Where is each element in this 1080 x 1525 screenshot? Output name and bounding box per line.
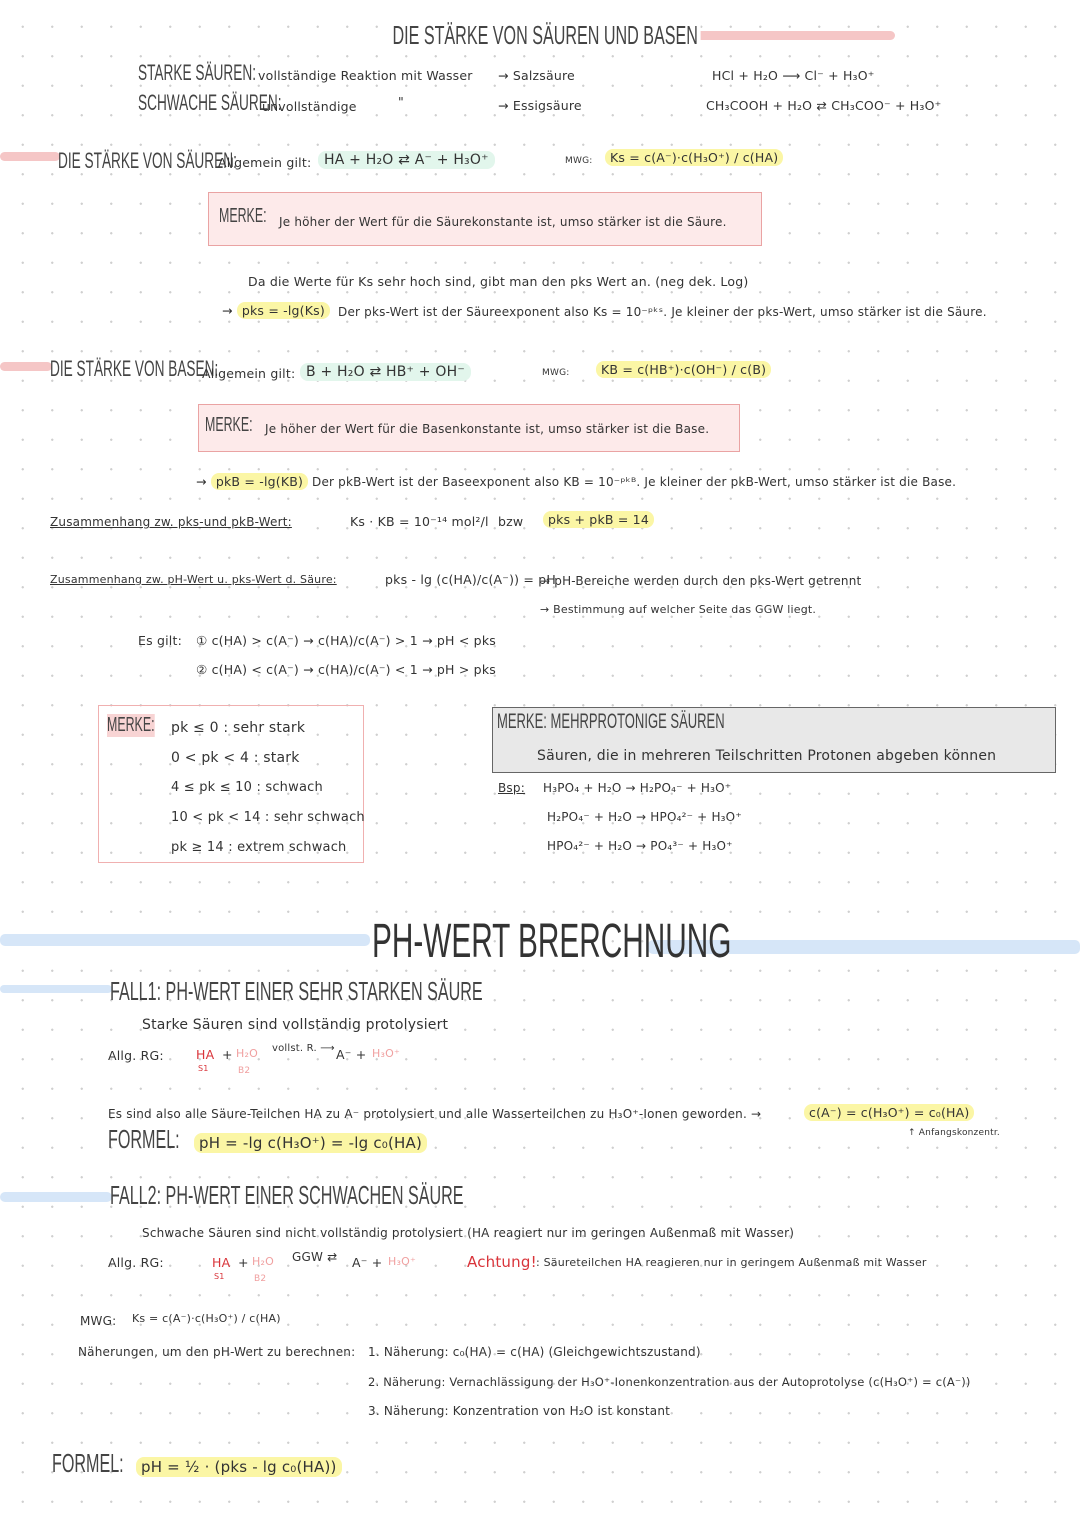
fall1-annotation: ↑ Anfangskonzentr.	[908, 1128, 1000, 1138]
acids-mwg-label: MWG:	[565, 156, 593, 166]
approx-item: 3. Näherung: Konzentration von H₂O ist konstant	[368, 1404, 671, 1418]
merke-label: MERKE:	[107, 714, 155, 736]
pk-merke-box	[98, 705, 364, 863]
acids-general: Allgemein gilt:	[218, 155, 312, 170]
ks-formula: Ks = c(A⁻)·c(H₃O⁺) / c(HA)	[605, 149, 783, 166]
relation-label: Zusammenhang zw. pks-und pkB-Wert:	[50, 515, 292, 529]
page-title: DIE STÄRKE VON SÄUREN UND BASEN	[390, 20, 700, 51]
ph-title-bar-left	[0, 934, 370, 946]
ph-relation-note-1: → pH-Bereiche werden durch den pks-Wert getrennt	[540, 574, 862, 588]
pks-text: Der pks-Wert ist der Säureexponent also Ks = 10⁻ᵖᵏˢ. Je kleiner der pks-Wert, umso stärker ist die Säure.	[338, 305, 987, 319]
b2-label: B2	[238, 1066, 251, 1076]
fall2-arrow: GGW ⇄	[292, 1250, 338, 1264]
merke-label: MERKE:	[205, 414, 253, 436]
pks-note: Da die Werte für Ks sehr hoch sind, gibt man den pks Wert an. (neg dek. Log)	[248, 274, 749, 289]
strong-acids-label: STARKE SÄUREN:	[138, 60, 256, 85]
fall2-mwg-label: MWG:	[80, 1314, 117, 1328]
fall1-h2o: H₂O	[236, 1047, 258, 1060]
b2-label: B2	[254, 1274, 267, 1284]
polyprotic-equation: H₃PO₄ + H₂O → H₂PO₄⁻ + H₃O⁺	[543, 781, 732, 795]
weak-acids-label: SCHWACHE SÄUREN:	[138, 90, 282, 115]
fall1-ha: HA	[196, 1047, 215, 1062]
fall2-ks: Ks = c(A⁻)·c(H₃O⁺) / c(HA)	[132, 1312, 281, 1325]
approx-label: Näherungen, um den pH-Wert zu berechnen:	[78, 1345, 356, 1359]
polyprotic-box	[492, 707, 1056, 773]
bases-heading: DIE STÄRKE VON BASEN:	[50, 356, 219, 381]
relation-bzw: bzw	[498, 514, 524, 529]
weak-acids-example: → Essigsäure	[498, 98, 582, 113]
fall1-explain: Es sind also alle Säure-Teilchen HA zu A⁻ protolysiert und alle Wasserteilchen zu H₃O⁺-Ionen geworden. →	[108, 1107, 762, 1121]
fall1-text: Starke Säuren sind vollständig protolysiert	[142, 1017, 449, 1033]
case-1: ① c(HA) > c(A⁻) → c(HA)/c(A⁻) > 1 → pH < pks	[196, 633, 496, 648]
merke-text: Je höher der Wert für die Säurekonstante ist, umso stärker ist die Säure.	[279, 215, 727, 229]
achtung-text: : Säureteilchen HA reagieren nur in geringem Außenmaß mit Wasser	[536, 1256, 927, 1269]
strong-acids-example: → Salzsäure	[498, 68, 575, 83]
fall2-rg-label: Allg. RG:	[108, 1255, 164, 1270]
fall2-a: A⁻ +	[352, 1255, 383, 1270]
pk-range: 4 ≤ pk ≤ 10 : schwach	[171, 780, 323, 795]
notes-page: DIE STÄRKE VON SÄUREN UND BASEN STARKE SÄUREN: vollständige Reaktion mit Wasser → Salzsäure HCl + H₂O ⟶ Cl⁻ + H₃O⁺ SCHWACHE SÄUREN: unvollständige " → Essigsäure CH₃COOH + H₂O ⇄ CH₃COO⁻ + H₃O⁺ DIE STÄRKE VON SÄUREN: Allgemein gilt: HA + H₂O ⇄ A⁻ + H₃O⁺ MWG: Ks = c(A⁻)·c(H₃O⁺) / c(HA) MERKE: Je höher der Wert für die Säurekonstante ist, umso stärker ist die Säure. Da die Werte für Ks sehr hoch sind, gibt man den pks Wert an. (neg dek. Log) → pks = -lg(Ks) Der pks-Wert ist der Säureexponent also Ks = 10⁻ᵖᵏˢ. Je kleiner der pks-Wert, umso stärker ist die Säure. DIE STÄRKE VON BASEN: Allgemein gilt: B + H₂O ⇄ HB⁺ + OH⁻ MWG: KB = c(HB⁺)·c(OH⁻) / c(B) MERKE: Je höher der Wert für die Basenkonstante ist, umso stärker ist die Base. → pkB = -lg(KB) Der pkB-Wert ist der Baseexponent also KB = 10⁻ᵖᵏᴮ. Je kleiner der pkB-Wert, umso stärker ist die Base. Zusammenhang zw. pks-und pkB-Wert: Ks · KB = 10⁻¹⁴ mol²/l bzw pks + pkB = 14 Zusammenhang zw. pH-Wert u. pks-Wert d. Säure: pks - lg (c(HA)/c(A⁻)) = pH → pH-Bereiche werden durch den pks-Wert getrennt → Bestimmung auf welcher Seite das GGW liegt. Es gilt: ① c(HA) > c(A⁻) → c(HA)/c(A⁻) > 1 → pH < pks ② c(HA) < c(A⁻) → c(HA)/c(A⁻) < 1 → pH > pks MERKE: pk ≤ 0 : sehr stark 0 < pk < 4 : stark 4 ≤ pk ≤ 10 : schwach 10 < pk < 14 : sehr schwach pk ≥ 14 : extrem schwach MERKE: MEHRPROTONIGE SÄUREN Säuren, die in mehreren Teilschritten Protonen abgeben können Bsp: H₃PO₄ + H₂O → H₂PO₄⁻ + H₃O⁺ H₂PO₄⁻ + H₂O → HPO₄²⁻ + H₃O⁺ HPO₄²⁻ + H₂O → PO₄³⁻ + H₃O⁺ PH-WERT BRERCHNUNG FALL1: PH-WERT EINER SEHR STARKEN SÄURE Starke Säuren sind vollständig protolysiert Allg. RG: HA + H₂O vollst. R. ⟶ A⁻ + H₃O⁺ S1 B2 Es sind also alle Säure-Teilchen HA zu A⁻ protolysiert und alle Wasserteilchen zu H₃O⁺-Ionen geworden. → c(A⁻) = c(H₃O⁺) = c₀(HA) ↑ Anfangskonzentr. FORMEL: pH = -lg c(H₃O⁺) = -lg c₀(HA) FALL2: PH-WERT EINER SCHWACHEN SÄURE Schwache Säuren sind nicht vollständig protolysiert (HA reagiert nur im geringen Außenmaß mit Wasser) Allg. RG: HA + H₂O GGW ⇄ A⁻ + H₃O⁺ S1 B2 Achtung! : Säureteilchen HA reagieren nur in geringem Außenmaß mit Wasser MWG: Ks = c(A⁻)·c(H₃O⁺) / c(HA) Näherungen, um den pH-Wert zu berechnen: 1. Näherung: c₀(HA) = c(HA) (Gleichgewichtszustand) 2. Näherung: Vernachlässigung der H₃O⁺-Ionenkonzentration aus der Autoprotolyse (c(H₃O⁺) = c(A⁻)) 3. Näherung: Konzentration von H₂O ist konstant FORMEL: pH = ½ · (pks - lg c₀(HA))	[0, 0, 1080, 1525]
fall1-bar	[0, 985, 112, 993]
es-gilt-label: Es gilt:	[138, 633, 182, 648]
kb-formula: KB = c(HB⁺)·c(OH⁻) / c(B)	[596, 361, 771, 378]
plus-sign: +	[222, 1047, 233, 1062]
fall1-heading: FALL1: PH-WERT EINER SEHR STARKEN SÄURE	[110, 976, 483, 1006]
weak-acids-text: unvollständige	[262, 99, 357, 114]
merke-text: Je höher der Wert für die Basenkonstante ist, umso stärker ist die Base.	[265, 422, 710, 436]
achtung-label: Achtung!	[467, 1253, 537, 1271]
bases-merke-box	[198, 404, 740, 452]
fall2-bar	[0, 1192, 112, 1202]
example-label: Bsp:	[498, 781, 525, 795]
bases-heading-bar	[0, 362, 52, 371]
ditto-mark: "	[398, 94, 404, 109]
fall2-formula: pH = ½ · (pks - lg c₀(HA))	[136, 1457, 342, 1477]
relation-formula: Ks · KB = 10⁻¹⁴ mol²/l	[350, 514, 489, 529]
merke-label: MERKE:	[219, 205, 267, 227]
fall2-h3o: H₃O⁺	[388, 1255, 416, 1268]
strong-acids-equation: HCl + H₂O ⟶ Cl⁻ + H₃O⁺	[712, 68, 875, 83]
bases-general: Allgemein gilt:	[202, 366, 296, 381]
acids-merke-box	[208, 192, 762, 246]
polyprotic-equation: H₂PO₄⁻ + H₂O → HPO₄²⁻ + H₃O⁺	[547, 810, 742, 824]
ph-calc-title: PH-WERT BRERCHNUNG	[372, 915, 732, 968]
fall2-ha: HA	[212, 1255, 231, 1270]
fall2-formel-label: FORMEL:	[52, 1448, 124, 1478]
fall2-h2o: H₂O	[252, 1255, 274, 1268]
fall1-formula: pH = -lg c(H₃O⁺) = -lg c₀(HA)	[194, 1133, 427, 1153]
acids-equation: HA + H₂O ⇄ A⁻ + H₃O⁺	[318, 151, 495, 169]
acids-heading-bar	[0, 152, 60, 161]
fall1-result: c(A⁻) = c(H₃O⁺) = c₀(HA)	[804, 1104, 974, 1121]
pks-definition: pks = -lg(Ks)	[237, 302, 330, 319]
bases-equation: B + H₂O ⇄ HB⁺ + OH⁻	[300, 363, 471, 381]
fall1-arrow: vollst. R. ⟶	[272, 1043, 335, 1054]
fall1-a: A⁻ +	[336, 1047, 367, 1062]
fall1-h3o: H₃O⁺	[372, 1047, 400, 1060]
approx-item: 1. Näherung: c₀(HA) = c(HA) (Gleichgewichtszustand)	[368, 1345, 701, 1359]
ph-relation-label: Zusammenhang zw. pH-Wert u. pks-Wert d. Säure:	[50, 573, 337, 586]
approx-item: 2. Näherung: Vernachlässigung der H₃O⁺-Ionenkonzentration aus der Autoprotolyse (c(H₃O⁺) = c(A⁻))	[368, 1375, 971, 1389]
bases-mwg-label: MWG:	[542, 368, 570, 378]
polyprotic-text: Säuren, die in mehreren Teilschritten Protonen abgeben können	[537, 748, 997, 764]
polyprotic-label: MERKE: MEHRPROTONIGE SÄUREN	[497, 710, 725, 733]
polyprotic-equation: HPO₄²⁻ + H₂O → PO₄³⁻ + H₃O⁺	[547, 839, 733, 853]
relation-sum: pks + pkB = 14	[543, 511, 654, 528]
case-2: ② c(HA) < c(A⁻) → c(HA)/c(A⁻) < 1 → pH > pks	[196, 662, 496, 677]
plus-sign: +	[238, 1255, 249, 1270]
pk-range: 0 < pk < 4 : stark	[171, 750, 300, 766]
strong-acids-text: vollständige Reaktion mit Wasser	[258, 68, 473, 83]
s1-label: S1	[198, 1064, 209, 1073]
fall2-heading: FALL2: PH-WERT EINER SCHWACHEN SÄURE	[110, 1180, 464, 1210]
acids-heading: DIE STÄRKE VON SÄUREN:	[58, 148, 237, 173]
fall2-text: Schwache Säuren sind nicht vollständig protolysiert (HA reagiert nur im geringen Außenmaß mit Wasser)	[142, 1226, 795, 1240]
pkb-definition: pkB = -lg(KB)	[211, 473, 308, 490]
fall1-rg-label: Allg. RG:	[108, 1048, 164, 1063]
pkb-text: Der pkB-Wert ist der Baseexponent also KB = 10⁻ᵖᵏᴮ. Je kleiner der pkB-Wert, umso stärker ist die Base.	[312, 475, 957, 489]
pk-range: pk ≥ 14 : extrem schwach	[171, 840, 347, 855]
ph-relation-formula: pks - lg (c(HA)/c(A⁻)) = pH	[385, 572, 556, 587]
weak-acids-equation: CH₃COOH + H₂O ⇄ CH₃COO⁻ + H₃O⁺	[706, 98, 942, 113]
ph-relation-note-2: → Bestimmung auf welcher Seite das GGW liegt.	[540, 603, 817, 616]
pk-range: 10 < pk < 14 : sehr schwach	[171, 810, 365, 825]
fall1-formel-label: FORMEL:	[108, 1124, 180, 1154]
s1-label: S1	[214, 1272, 225, 1281]
pk-range: pk ≤ 0 : sehr stark	[171, 720, 306, 736]
